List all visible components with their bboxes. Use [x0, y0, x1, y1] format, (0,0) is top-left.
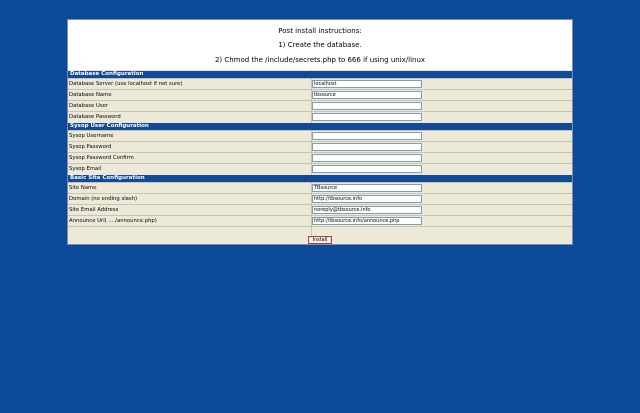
section-header-database: Database Configuration: [68, 71, 572, 78]
post-install-instructions: [68, 20, 572, 70]
site-email-input[interactable]: noreply@tbsource.info: [312, 206, 422, 214]
db-user-input[interactable]: [312, 102, 422, 110]
announce-url-input[interactable]: http://tbsource.info/announce.php: [312, 217, 422, 225]
instructions-title: Post install instructions:: [278, 27, 362, 35]
form-row-sysop-email: [68, 163, 572, 174]
form-row-domain: [68, 193, 572, 204]
site-name-label: Site Name: [69, 185, 97, 191]
instructions-step-1: 1) Create the database.: [278, 41, 362, 49]
instructions-step-2: 2) Chmod the /include/secrets.php to 666 if using unix/linux: [214, 56, 426, 64]
form-row-sysop-username: [68, 130, 572, 141]
sysop-password-label: Sysop Password: [69, 144, 112, 150]
section-header-site: Basic Site Configuration: [68, 175, 572, 182]
sysop-password-confirm-label: Sysop Password Confirm: [69, 155, 134, 161]
form-row-site-email: [68, 204, 572, 215]
section-header-sysop: Sysop User Configuration: [68, 123, 572, 130]
install-form-panel: [67, 19, 573, 245]
site-email-label: Site Email Address: [69, 207, 119, 213]
db-password-input[interactable]: [312, 113, 422, 121]
install-button[interactable]: Install: [308, 236, 332, 244]
form-row-sysop-password-confirm: [68, 152, 572, 163]
domain-input[interactable]: http://tbsource.info: [312, 195, 422, 203]
db-password-label: Database Password: [69, 114, 121, 120]
db-user-label: Database User: [69, 103, 109, 109]
db-server-input[interactable]: localhost: [312, 80, 422, 88]
submit-row: [68, 236, 572, 244]
sysop-username-input[interactable]: [312, 132, 422, 140]
form-row-db-server: [68, 78, 572, 89]
sysop-password-input[interactable]: [312, 143, 422, 151]
form-row-site-name: [68, 182, 572, 193]
db-name-label: Database Name: [69, 92, 112, 98]
form-row-announce-url: [68, 215, 572, 226]
sysop-email-label: Sysop Email: [69, 166, 102, 172]
form-row-sysop-password: [68, 141, 572, 152]
site-name-input[interactable]: TBsource: [312, 184, 422, 192]
form-row-db-name: [68, 89, 572, 100]
form-row-db-password: [68, 111, 572, 122]
db-name-input[interactable]: tbsource: [312, 91, 422, 99]
db-server-label: Database Server (use localhost if not sure): [69, 81, 183, 87]
sysop-password-confirm-input[interactable]: [312, 154, 422, 162]
domain-label: Domain (no ending slash): [69, 196, 138, 202]
sysop-email-input[interactable]: [312, 165, 422, 173]
form-row-db-user: [68, 100, 572, 111]
sysop-username-label: Sysop Username: [69, 133, 114, 139]
announce-url-label: Announce Url( ..../announce.php): [69, 218, 157, 224]
